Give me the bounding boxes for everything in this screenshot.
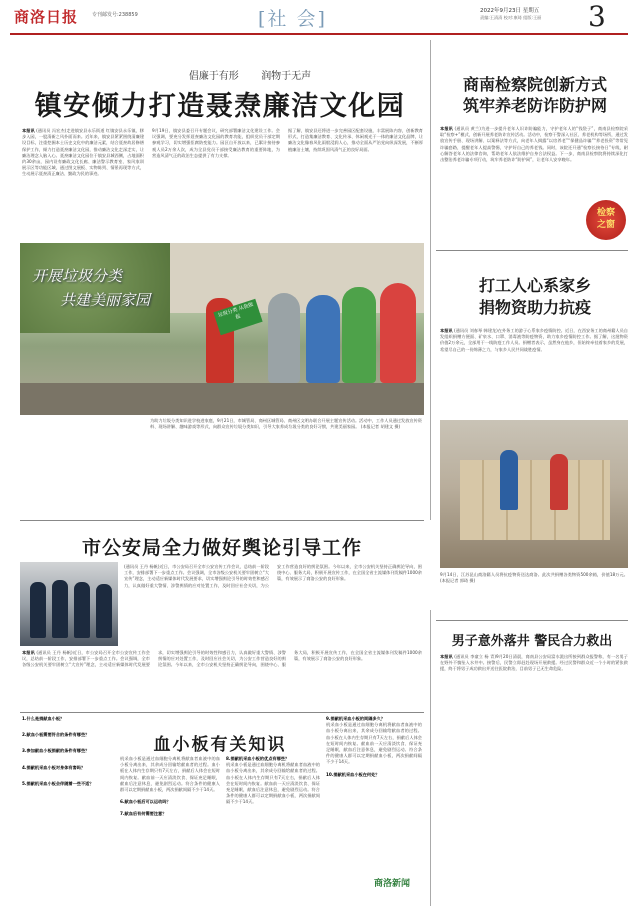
masthead-rule <box>10 33 628 35</box>
police-officer-3 <box>74 582 90 638</box>
police-officer-2 <box>52 580 68 638</box>
boxes-stack <box>460 460 610 540</box>
footer-logo: 商洛新闻 <box>374 879 411 889</box>
article6-headline: 男子意外落井 警民合力救出 <box>451 634 613 649</box>
article4-byline: 本报讯 <box>22 650 35 655</box>
qa-item: 5.捐献机采血小板会伴随着一些不适？ <box>22 780 94 786</box>
article4-text-upper: (通讯员 王丹 杨帆)近日，市公安局召开全市公安宣传工作会议，总结前一阶段工作，安排部署下一步重点工作。会议强调，全市各级公安机关要牢固树立“大宣传”理念，主动适应新媒体时代发展要求，切实增强舆论引导的时效性和感召力，认真做好重大警情、涉警舆情的应对处置工作，及时回应社会关切，为公安工作营造良好的舆论氛围。今年以来，全市公安机关坚持正确舆论导向，围绕中心、服务大局，积极开展宣传工作，在全国全省主流媒体刊发稿件1000余篇，有效展示了商洛公安的良好形象。 <box>124 564 422 588</box>
qa-item: 8.捐献机采血小板的优点有哪些？ <box>226 756 290 761</box>
page-number: 3 <box>588 0 606 33</box>
column-divider <box>430 40 431 520</box>
photo1-credit: (本报记者 胡建文 摄) <box>360 424 401 430</box>
badge-line-1: 检察 <box>596 208 615 218</box>
bottom-column-divider <box>430 610 431 906</box>
qa-item: 3.参加献血小板捐献的条件有哪些？ <box>22 748 90 754</box>
mascot-blue <box>306 295 340 383</box>
procuratorate-badge <box>586 200 626 240</box>
photo2-caption <box>440 572 628 602</box>
qa-item: 1.什么是捐献血小板？ <box>22 716 65 721</box>
worker-1 <box>500 450 518 510</box>
article1-col1 <box>22 128 144 238</box>
article1-text-2: 9月19日，镇安县委召开专题会议，研究部署廉洁文化建设工作。会议强调，要充分发挥聂焘廉洁文化园的教育功能，组织党员干部定期参观学习，切实增强拒腐防变能力。园区自开放以来，已累计接待参观人员2万余人次，成为全县党员干部接受廉洁教育的重要阵地，为营造风清气正的政治生态提供了有力支撑。 <box>152 128 280 158</box>
photo1-caption-text: 为助力垃圾分类知识进学校进家庭，9月21日，市城管局、商州区城管局、商州区文明办联合开展主题宣传活动。活动中，工作人员通过发放宣传资料、现场讲解、趣味游戏等形式，向群众宣传垃圾分类知识，引导大家养成垃圾分类的良好习惯，共建美丽家园。 <box>150 418 422 430</box>
article5-body-2 <box>226 756 320 906</box>
editors: 责编:王清清 校对:康琦 组版:王丽 <box>480 15 542 20</box>
ground <box>20 383 424 415</box>
qa-item: 6.献血小板后可以运动吗？ <box>120 799 171 805</box>
mascot-red <box>380 283 416 383</box>
qa-item: 7.献血后有何需要注意？ <box>120 811 167 817</box>
article5-text-3: 机采血小板是通过血细胞分离机将献血者血液中的血小板分离出来，其余成分回输给献血者的过程。血小板在人体内生存期只有7天左右，捐献后人体会在短时间内恢复。献血前一天应清淡饮食、保证充足睡眠，献血后注意休息，避免剧烈运动。符合条件的健康人群可以定期捐献血小板，两次捐献间隔不少于14天。 <box>326 722 422 765</box>
garbage-sorting-photo <box>20 243 424 415</box>
article4-top-rule <box>20 520 424 521</box>
banner-text-2: 共建美丽家园 <box>60 291 151 309</box>
issue-date: 2022年9月23日 星期五 <box>480 8 540 14</box>
article1-text-3: 据了解，镇安县还将进一步完善园区配套设施，丰富展陈内容，创新教育形式，打造集廉洁教育、文化传承、休闲观光于一体的廉洁文化品牌，让廉洁文化像春风化雨般浸润人心，推动全面从严治党向纵深发展，不断厚植廉洁土壤，持续巩固风清气正的良好局面。 <box>288 128 423 152</box>
article3-byline: 本报讯 <box>440 328 453 333</box>
article1-col3 <box>288 128 423 238</box>
article5-text-2: 机采血小板是通过血细胞分离机将献血者血液中的血小板分离出来，其余成分回输给献血者的过程。血小板在人体内生存期只有7天左右，捐献后人体会在短时间内恢复。献血前一天应清淡饮食、保证充足睡眠，献血后注意休息，避免剧烈运动。符合条件的健康人群可以定期捐献血小板，两次捐献间隔不少于14天。 <box>226 762 320 805</box>
qa-item: 9.捐献机采血小板的间隔多久？ <box>326 716 385 721</box>
article6-byline: 本报讯 <box>440 654 453 659</box>
article4-text: (通讯员 王丹 杨帆)近日，市公安局召开全市公安宣传工作会议，总结前一阶段工作，安排部署下一步重点工作。会议强调，全市各级公安机关要牢固树立“大宣传”理念，主动适应新媒体时代发展要求，切实增强舆论引导的时效性和感召力，认真做好重大警情、涉警舆情的应对处置工作，及时回应社会关切，为公安工作营造良好的舆论氛围。今年以来，全市公安机关坚持正确舆论导向，围绕中心、服务大局，积极开展宣传工作，在全国全省主流媒体刊发稿件1000余篇，有效展示了商洛公安的良好形象。 <box>22 650 422 668</box>
masthead <box>0 0 638 36</box>
police-officer-1 <box>30 582 46 638</box>
banner-text-1: 开展垃圾分类 <box>32 267 123 285</box>
article2-headline-1: 商南检察院创新方式 <box>462 75 607 94</box>
article5-headline: 血小板有关知识 <box>153 735 287 755</box>
article3-body <box>440 328 628 416</box>
article5-qa-list <box>22 716 116 906</box>
article2-byline: 本报讯 <box>440 126 453 131</box>
article3-headline-1: 打工人心系家乡 <box>478 276 591 295</box>
kicker-left: 倡廉于有形 <box>188 71 239 82</box>
article2-headline-2: 筑牢养老防诈防护网 <box>462 96 607 115</box>
mascot-green <box>342 287 376 383</box>
article1-kicker <box>120 67 380 82</box>
sign-board: 垃圾分类 从我做起 <box>213 299 262 335</box>
article1-byline: 本报讯 <box>22 128 35 133</box>
qa-item: 10.捐献机采血小板在何处？ <box>326 771 380 777</box>
mail-code: 专刊邮发号:238859 <box>92 12 138 18</box>
article3-text: (通讯员 刘春琴 韩建龙)在外务工的游子心系家乡疫情防控。近日，在西安务工的商州籍人员自发组织捐赠方便面、矿泉水、口罩、消毒液等防疫物资，助力家乡疫情防控工作。据了解，这批物资价值2万余元，全部用于一线防疫工作人员。捐赠者表示，虽然身在他乡，但始终牵挂着家乡的发展，希望尽自己的一份绵薄之力，与家乡人民共同战胜疫情。 <box>440 328 628 352</box>
police-officer-4 <box>96 584 112 638</box>
section-name: [社 会] <box>258 8 327 30</box>
article6-text: (通讯员 李童立 杨 青)9月20日清晨，商南县公安局富水派出所接到群众报警称，有一名男子在野外不慎坠入水井中。接警后，民警立即赶赴现场开展救援。经过民警和群众近一个小时的紧张救援，终于将男子成功救出并送往医院救治，目前男子已无生命危险。 <box>440 654 628 672</box>
badge-line-2: 之窗 <box>596 220 615 230</box>
article2-text: (通讯员 黄兰)为进一步提升老年人识诈防骗能力，守护老年人的“钱袋子”，商南县检察院采取“检察+”模式，创新开展养老防诈宣传活动。活动中，检察干警深入社区、养老机构等场所，通过发放宣传手册、现场讲解、以案释法等方式，向老年人揭露“以房养老”“保健品诈骗”“养老投资”等常见诈骗套路，提醒老年人提高警惕，守护好自己的养老钱。同时，该院还开通“检察长接待日”专线，耐心解答老年人的法律咨询，帮助老年人依法维护自身合法权益。下一步，商南县检察院将持续深化打击整治养老诈骗专项行动，筑牢养老防诈“防护网”，让老年人安享晚年。 <box>440 126 628 163</box>
article6-body <box>440 654 628 904</box>
tree-left <box>20 243 170 333</box>
article4-headline: 市公安局全力做好舆论引导工作 <box>81 537 362 559</box>
article6-top-rule <box>436 620 628 621</box>
qa-item: 2.献血小板需要符合的条件有哪些？ <box>22 732 90 738</box>
article5-text-1: 机采血小板是通过血细胞分离机将献血者血液中的血小板分离出来，其余成分回输给献血者的过程。血小板在人体内生存期只有7天左右，捐献后人体会在短时间内恢复。献血前一天应清淡饮食、保证充足睡眠，献血后注意休息，避免剧烈运动。符合条件的健康人群可以定期捐献血小板，两次捐献间隔不少于14天。 <box>120 756 220 793</box>
article3-headline-2: 捐物资助力抗疫 <box>478 298 591 317</box>
police-photo <box>20 562 118 646</box>
worker-2 <box>550 454 568 510</box>
donation-photo <box>440 420 628 568</box>
mascot-grey <box>268 293 300 383</box>
article2-rule <box>436 250 628 251</box>
newspaper-logo: 商洛日报 <box>14 8 79 26</box>
photo1-caption <box>150 418 422 450</box>
photo2-caption-text: 9月14日，江苏昆山商洛籍人员将抗疫物资送达商洛。此次共捐赠各类物资500余箱，价值18万元。 <box>440 572 628 577</box>
article4-body <box>22 650 422 710</box>
article5-top-rule <box>20 712 424 713</box>
kicker-right: 润物于无声 <box>261 71 312 82</box>
article1-col2 <box>152 128 280 238</box>
article1-text-1: (通讯员 冯宏杰)走进镇安县永乐街道 红镇安县永乐镇，移步入园，一股清新之风扑面而来。近年来，镇安县紧紧围绕清廉建设目标，注重挖掘本土历史文化中的廉洁元素，结合聂焘故居修缮保护工作，倾力打造聂焘廉洁文化园，推动廉洁文化走深走实，让廉洁理念入脑入心。聂焘廉洁文化园位于镇安县城西侧，占地面积约30余亩，园内设有廉政文化长廊、廉洁警示教育室、家风家训展示区等功能区域，通过图文展板、实物陈列、情景再现等方式，生动展示聂焘清正廉洁、勤政为民的事迹。 <box>22 128 144 177</box>
article4-body-upper <box>124 564 422 646</box>
article5-body-1 <box>120 756 220 906</box>
qa-item: 4.捐献机采血小板对身体有害吗？ <box>22 764 86 770</box>
photo2-credit: (本报记者 郭琦 摄) <box>440 578 476 584</box>
article1-headline: 镇安倾力打造聂焘廉洁文化园 <box>34 91 406 122</box>
article5-body-3 <box>326 716 422 866</box>
section-label: 社 会 <box>267 8 318 30</box>
